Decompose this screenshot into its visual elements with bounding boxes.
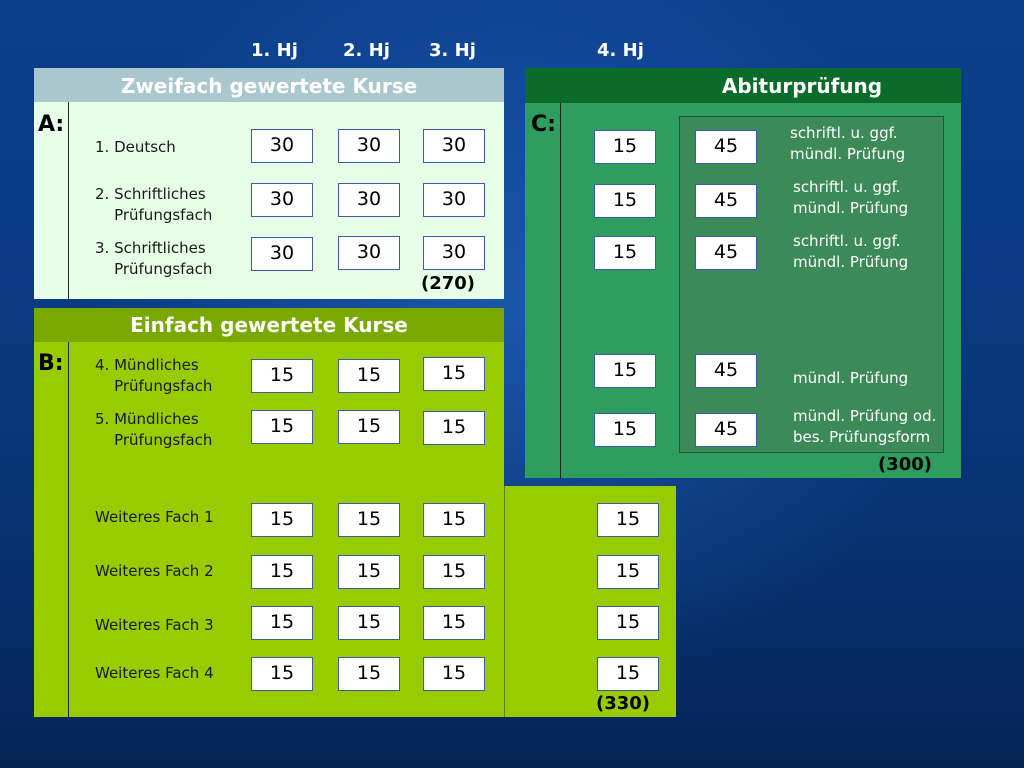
points-box: 15 — [251, 606, 313, 640]
points-box: 15 — [597, 503, 659, 537]
exam-note: mündl. Prüfung — [793, 369, 909, 387]
panel-c-divider — [560, 103, 561, 478]
panel-b-divider — [68, 342, 69, 717]
points-box: 15 — [423, 357, 485, 391]
points-box: 15 — [338, 657, 400, 691]
row-label-muendlich-4: 4. Mündliches Prüfungsfach — [95, 356, 213, 395]
panel-c-letter: C: — [531, 112, 556, 137]
points-box: 15 — [423, 411, 485, 445]
points-box: 45 — [695, 354, 757, 388]
points-box: 15 — [594, 184, 656, 218]
points-box: 15 — [597, 555, 659, 589]
points-box: 15 — [594, 236, 656, 270]
points-box: 45 — [695, 130, 757, 164]
points-box: 30 — [338, 129, 400, 163]
points-box: 15 — [594, 413, 656, 447]
points-box: 30 — [423, 183, 485, 217]
panel-b-title: Einfach gewertete Kurse — [130, 313, 408, 337]
points-box: 30 — [251, 183, 313, 217]
panel-a-total: (270) — [421, 273, 476, 294]
exam-note: mündl. Prüfung od. bes. Prüfungsform — [793, 407, 937, 446]
panel-a-letter: A: — [38, 112, 65, 137]
points-box: 15 — [597, 657, 659, 691]
points-box: 30 — [251, 129, 313, 163]
panel-c-inner — [679, 116, 944, 453]
header-hj1: 1. Hj — [251, 40, 298, 61]
exam-note: schriftl. u. ggf. mündl. Prüfung — [790, 124, 906, 163]
points-box: 30 — [423, 236, 485, 270]
panel-b-total: (330) — [596, 693, 651, 714]
points-box: 15 — [594, 130, 656, 164]
points-box: 30 — [338, 183, 400, 217]
header-hj3: 3. Hj — [429, 40, 476, 61]
panel-c-total: (300) — [878, 454, 933, 475]
points-box: 15 — [251, 410, 313, 444]
row-label-schriftlich-2: 2. Schriftliches Prüfungsfach — [95, 185, 213, 224]
row-label-weiteres-1: Weiteres Fach 1 — [95, 508, 214, 526]
points-box: 15 — [338, 359, 400, 393]
header-hj2: 2. Hj — [343, 40, 390, 61]
header-hj4: 4. Hj — [597, 40, 644, 61]
points-box: 45 — [695, 236, 757, 270]
points-box: 15 — [251, 503, 313, 537]
points-box: 30 — [251, 237, 313, 271]
row-label-weiteres-3: Weiteres Fach 3 — [95, 616, 214, 634]
points-box: 15 — [423, 657, 485, 691]
points-box: 15 — [338, 555, 400, 589]
points-box: 15 — [338, 606, 400, 640]
points-box: 30 — [338, 236, 400, 270]
panel-b-ext-divider — [504, 486, 505, 717]
points-box: 30 — [423, 129, 485, 163]
panel-a-title: Zweifach gewertete Kurse — [120, 74, 418, 98]
panel-b-letter: B: — [38, 351, 64, 376]
row-label-schriftlich-3: 3. Schriftliches Prüfungsfach — [95, 239, 213, 278]
points-box: 15 — [338, 410, 400, 444]
exam-note: schriftl. u. ggf. mündl. Prüfung — [793, 232, 909, 271]
row-label-weiteres-2: Weiteres Fach 2 — [95, 562, 214, 580]
panel-c-title: Abiturprüfung — [721, 74, 883, 98]
points-box: 15 — [423, 606, 485, 640]
points-box: 45 — [695, 413, 757, 447]
points-box: 45 — [695, 184, 757, 218]
panel-a-divider — [68, 102, 69, 299]
row-label-muendlich-5: 5. Mündliches Prüfungsfach — [95, 410, 213, 449]
row-label-deutsch: 1. Deutsch — [95, 138, 176, 156]
points-box: 15 — [423, 555, 485, 589]
points-box: 15 — [251, 657, 313, 691]
exam-note: schriftl. u. ggf. mündl. Prüfung — [793, 178, 909, 217]
points-box: 15 — [597, 606, 659, 640]
points-box: 15 — [251, 359, 313, 393]
points-box: 15 — [338, 503, 400, 537]
points-box: 15 — [594, 354, 656, 388]
points-box: 15 — [251, 555, 313, 589]
points-box: 15 — [423, 503, 485, 537]
row-label-weiteres-4: Weiteres Fach 4 — [95, 664, 214, 682]
